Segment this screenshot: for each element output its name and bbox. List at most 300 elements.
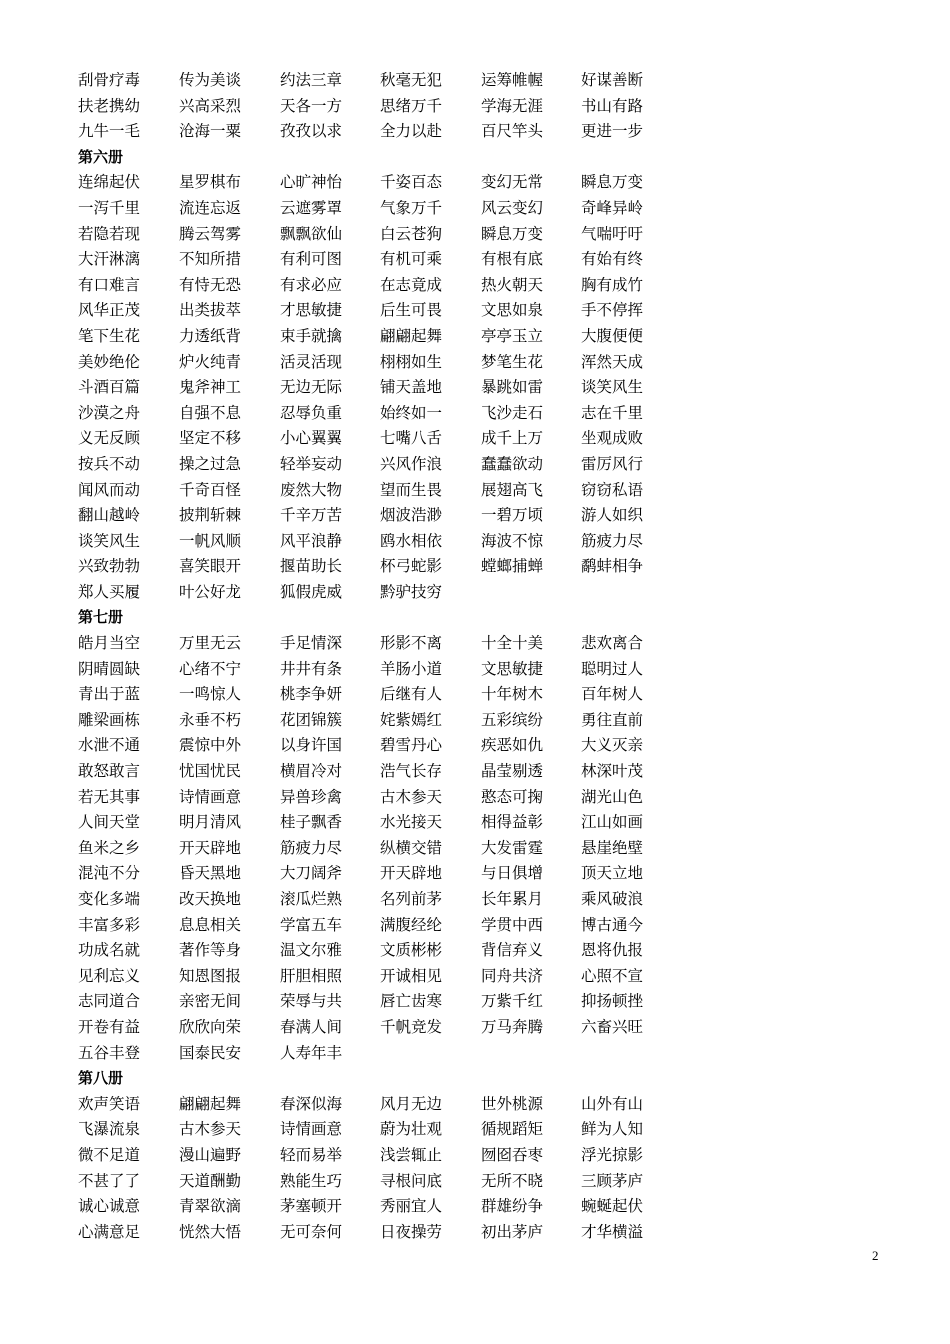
idiom-word: 见利忘义 [78,966,141,985]
idiom-word: 青出于蓝 [78,685,141,704]
idiom-word: 春深似海 [280,1094,343,1113]
idiom-word: 郑人买履 [78,582,141,601]
idiom-row [78,94,778,120]
idiom-word: 一帆风顺 [179,531,242,550]
idiom-word: 全力以赴 [380,122,443,141]
idiom-word: 万紫千红 [481,992,544,1011]
idiom-word: 轻举妄动 [280,454,343,473]
idiom-word: 风华正茂 [78,301,141,320]
idiom-word: 风云变幻 [481,198,544,217]
idiom-word: 风平浪静 [280,531,343,550]
idiom-word: 开天辟地 [179,838,242,857]
idiom-word: 无所不晓 [481,1171,544,1190]
idiom-word: 运筹帷幄 [481,71,544,89]
idiom-word: 三顾茅庐 [581,1171,644,1190]
idiom-word: 功成名就 [78,941,141,960]
idiom-word: 兴风作浪 [380,454,443,473]
idiom-word: 栩栩如生 [380,352,443,371]
idiom-word: 喜笑眼开 [179,557,242,576]
idiom-word: 混沌不分 [78,864,141,883]
idiom-word: 变幻无常 [481,173,544,192]
idiom-word: 鲜为人知 [581,1120,644,1139]
idiom-word: 井井有条 [280,659,343,678]
idiom-word: 有根有底 [481,250,544,269]
idiom-word: 大腹便便 [581,326,644,345]
idiom-word: 满腹经纶 [380,915,443,934]
idiom-word: 悬崖绝壁 [581,838,644,857]
idiom-row [78,119,778,145]
idiom-row [78,913,778,939]
idiom-word: 万马奔腾 [481,1017,544,1036]
section-heading-text: 第六册 [78,147,124,166]
idiom-word: 诗情画意 [280,1120,343,1139]
idiom-word: 蔚为壮观 [380,1120,443,1139]
idiom-word: 望而生畏 [380,480,443,499]
idiom-word: 展翅高飞 [481,480,544,499]
idiom-word: 天各一方 [280,96,343,115]
idiom-word: 丰富多彩 [78,915,141,934]
idiom-word: 翻山越岭 [78,506,141,525]
idiom-row [78,708,778,734]
idiom-word: 变化多端 [78,890,141,908]
idiom-word: 七嘴八舌 [380,429,443,448]
idiom-word: 腾云驾雾 [179,224,242,243]
idiom-word: 林深叶茂 [581,762,644,781]
idiom-word: 鱼米之乡 [78,838,141,857]
idiom-word: 日夜操劳 [380,1222,443,1241]
idiom-row [78,529,778,555]
idiom-row [78,861,778,887]
idiom-row [78,785,778,811]
idiom-row [78,1092,778,1118]
idiom-word: 瞬息万变 [481,224,544,243]
idiom-word: 铺天盖地 [380,378,443,397]
idiom-word: 熟能生巧 [280,1171,343,1190]
idiom-word: 学贯中西 [481,915,544,934]
idiom-word: 若无其事 [78,787,141,806]
idiom-word: 热火朝天 [481,275,544,294]
idiom-word: 五彩缤纷 [481,710,544,729]
idiom-word: 浅尝辄止 [380,1145,443,1164]
idiom-word: 温文尔雅 [280,941,343,960]
idiom-row [78,938,778,964]
idiom-word: 学富五车 [280,915,343,934]
idiom-row [78,222,778,248]
idiom-word: 海波不惊 [481,531,544,550]
page-number: 2 [872,1248,879,1263]
idiom-word: 有口难言 [78,275,141,294]
idiom-word: 忍辱负重 [280,403,343,422]
idiom-word: 以身许国 [280,736,343,755]
idiom-word: 水光接天 [380,813,443,832]
idiom-word: 憨态可掬 [481,787,544,806]
idiom-word: 手不停挥 [581,301,644,320]
idiom-word: 狐假虎威 [280,582,343,601]
idiom-word: 胸有成竹 [581,275,644,294]
idiom-word: 初出茅庐 [481,1222,544,1241]
idiom-word: 大刀阔斧 [280,864,343,883]
idiom-word: 气象万千 [380,198,443,217]
idiom-row [78,1041,778,1067]
idiom-row [78,682,778,708]
section-heading-text: 第七册 [78,608,124,627]
idiom-word: 震惊中外 [179,736,242,755]
idiom-word: 浩气长存 [380,762,443,781]
idiom-word: 烟波浩渺 [380,506,443,525]
idiom-word: 忧国忧民 [179,762,242,781]
idiom-word: 大义灭亲 [581,736,644,755]
idiom-row [78,503,778,529]
idiom-row [78,401,778,427]
idiom-word: 抑扬顿挫 [581,992,644,1011]
idiom-word: 心旷神怡 [280,173,343,192]
idiom-word: 披荆斩棘 [179,506,242,525]
idiom-word: 鸥水相依 [380,531,443,550]
section-heading [78,1066,778,1092]
idiom-word: 炉火纯青 [179,352,242,371]
idiom-word: 心照不宣 [581,966,644,985]
idiom-row [78,887,778,913]
idiom-word: 著作等身 [179,941,242,960]
idiom-word: 明月清风 [179,813,242,832]
idiom-row [78,733,778,759]
idiom-word: 秀丽宜人 [380,1197,443,1216]
idiom-row [78,1194,778,1220]
idiom-word: 九牛一毛 [78,122,141,141]
idiom-word: 不甚了了 [78,1171,141,1190]
idiom-word: 国泰民安 [179,1043,242,1062]
idiom-word: 无边无际 [280,378,343,397]
idiom-row [78,1220,778,1246]
idiom-word: 亭亭玉立 [481,326,544,345]
idiom-word: 飞瀑流泉 [78,1120,141,1139]
idiom-row [78,631,778,657]
idiom-word: 千帆竞发 [380,1017,443,1036]
idiom-word: 在志竟成 [380,275,443,294]
idiom-word: 人寿年丰 [280,1043,343,1062]
idiom-word: 蜿蜒起伏 [581,1197,644,1216]
idiom-row [78,298,778,324]
idiom-word: 知恩图报 [179,966,242,985]
idiom-word: 废然大物 [280,480,343,499]
idiom-word: 螳螂捕蝉 [481,557,544,576]
idiom-word: 鹬蚌相争 [581,557,644,576]
idiom-word: 坐观成败 [581,429,644,448]
idiom-word: 形影不离 [380,634,443,653]
idiom-word: 奇峰异岭 [581,198,644,217]
idiom-word: 同舟共济 [481,966,544,985]
idiom-word: 相得益彰 [481,813,544,832]
idiom-word: 小心翼翼 [280,429,343,448]
idiom-word: 长年累月 [481,890,544,908]
idiom-word: 揠苗助长 [280,557,343,576]
idiom-word: 风月无边 [380,1094,443,1113]
idiom-word: 阴晴圆缺 [78,659,141,678]
idiom-word: 滚瓜烂熟 [280,890,343,908]
idiom-word: 纵横交错 [380,838,443,857]
idiom-word: 唇亡齿寒 [380,992,443,1011]
idiom-word: 循规蹈矩 [481,1120,544,1139]
idiom-word: 诚心诚意 [78,1197,141,1216]
idiom-word: 寻根问底 [380,1171,443,1190]
idiom-word: 桃李争妍 [280,685,343,704]
idiom-word: 江山如画 [581,813,644,832]
idiom-word: 谈笑风生 [78,531,141,550]
idiom-row [78,170,778,196]
idiom-word: 水泄不通 [78,736,141,755]
idiom-word: 气喘吁吁 [581,224,644,243]
idiom-word: 美妙绝伦 [78,352,141,371]
idiom-word: 暴跳如雷 [481,378,544,397]
idiom-row [78,964,778,990]
idiom-word: 出类拔萃 [179,301,242,320]
idiom-word: 若隐若现 [78,224,141,243]
idiom-word: 白云苍狗 [380,224,443,243]
idiom-word: 心绪不宁 [179,659,242,678]
idiom-word: 思绪万千 [380,96,443,115]
idiom-word: 皓月当空 [78,634,141,653]
idiom-word: 百年树人 [581,685,644,704]
idiom-word: 笔下生花 [78,326,141,345]
idiom-word: 一鸣惊人 [179,685,242,704]
idiom-word: 天道酬勤 [179,1171,242,1190]
idiom-word: 好谋善断 [581,71,644,89]
idiom-word: 按兵不动 [78,454,141,473]
idiom-word: 古木参天 [380,787,443,806]
idiom-word: 聪明过人 [581,659,644,678]
idiom-word: 瞬息万变 [581,173,644,192]
idiom-word: 兴高采烈 [179,96,242,115]
idiom-word: 十全十美 [481,634,544,653]
idiom-word: 志同道合 [78,992,141,1011]
idiom-word: 成千上万 [481,429,544,448]
idiom-word: 闻风而动 [78,480,141,499]
idiom-word: 始终如一 [380,403,443,422]
idiom-row [78,810,778,836]
idiom-word: 书山有路 [581,96,644,115]
idiom-word: 梦笔生花 [481,352,544,371]
idiom-list [78,68,778,1245]
idiom-word: 桂子飘香 [280,813,343,832]
idiom-row [78,554,778,580]
idiom-word: 微不足道 [78,1145,141,1164]
idiom-word: 志在千里 [581,403,644,422]
idiom-word: 有机可乘 [380,250,443,269]
idiom-word: 无可奈何 [280,1222,343,1241]
idiom-row [78,1015,778,1041]
idiom-word: 黔驴技穷 [380,582,443,601]
idiom-word: 山外有山 [581,1094,644,1113]
idiom-word: 恩将仇报 [581,941,644,960]
idiom-word: 束手就擒 [280,326,343,345]
idiom-word: 才思敏捷 [280,301,343,320]
idiom-word: 刮骨疗毒 [78,71,141,89]
idiom-word: 手足情深 [280,634,343,653]
idiom-row [78,452,778,478]
idiom-word: 勇往直前 [581,710,644,729]
idiom-word: 一碧万顷 [481,506,544,525]
idiom-word: 古木参天 [179,1120,242,1139]
idiom-row [78,657,778,683]
idiom-word: 六畜兴旺 [581,1017,644,1036]
idiom-row [78,759,778,785]
idiom-word: 星罗棋布 [179,173,242,192]
idiom-word: 有恃无恐 [179,275,242,294]
idiom-word: 欢声笑语 [78,1094,141,1113]
idiom-word: 青翠欲滴 [179,1197,242,1216]
idiom-word: 学海无涯 [481,96,544,115]
idiom-word: 博古通今 [581,915,644,934]
idiom-word: 义无反顾 [78,429,141,448]
idiom-word: 息息相关 [179,915,242,934]
idiom-word: 顶天立地 [581,864,644,883]
idiom-word: 雕梁画栋 [78,710,141,729]
idiom-row [78,273,778,299]
idiom-word: 横眉冷对 [280,762,343,781]
idiom-word: 敢怒敢言 [78,762,141,781]
idiom-word: 筋疲力尽 [280,838,343,857]
idiom-word: 亲密无间 [179,992,242,1011]
idiom-word: 花团锦簇 [280,710,343,729]
idiom-word: 浮光掠影 [581,1145,644,1164]
idiom-word: 永垂不朽 [179,710,242,729]
idiom-row [78,324,778,350]
idiom-word: 千奇百怪 [179,480,242,499]
idiom-word: 连绵起伏 [78,173,141,192]
idiom-row [78,989,778,1015]
idiom-word: 疾恶如仇 [481,736,544,755]
idiom-word: 蠢蠢欲动 [481,454,544,473]
idiom-word: 有求必应 [280,275,343,294]
idiom-word: 才华横溢 [581,1222,644,1241]
idiom-word: 心满意足 [78,1222,141,1241]
idiom-word: 斗酒百篇 [78,378,141,397]
idiom-word: 万里无云 [179,634,242,653]
idiom-word: 操之过急 [179,454,242,473]
idiom-word: 翩翩起舞 [380,326,443,345]
idiom-word: 自强不息 [179,403,242,422]
idiom-row [78,1169,778,1195]
idiom-word: 轻而易举 [280,1145,343,1164]
idiom-word: 昏天黑地 [179,864,242,883]
idiom-row [78,1117,778,1143]
idiom-word: 沙漠之舟 [78,403,141,422]
section-heading [78,145,778,171]
idiom-word: 欣欣向荣 [179,1017,242,1036]
idiom-word: 有利可图 [280,250,343,269]
idiom-row [78,426,778,452]
idiom-word: 翩翩起舞 [179,1094,242,1113]
idiom-row [78,196,778,222]
idiom-word: 兴致勃勃 [78,557,141,576]
idiom-word: 不知所措 [179,250,242,269]
idiom-word: 流连忘返 [179,198,242,217]
idiom-word: 扶老携幼 [78,96,141,115]
idiom-word: 荣辱与共 [280,992,343,1011]
idiom-word: 有始有终 [581,250,644,269]
idiom-word: 后生可畏 [380,301,443,320]
idiom-row [78,247,778,273]
idiom-word: 窃窃私语 [581,480,644,499]
idiom-word: 群雄纷争 [481,1197,544,1216]
idiom-word: 晶莹剔透 [481,762,544,781]
idiom-word: 约法三章 [280,71,343,89]
idiom-word: 开卷有益 [78,1017,141,1036]
idiom-word: 文思如泉 [481,301,544,320]
idiom-word: 雷厉风行 [581,454,644,473]
idiom-word: 千姿百态 [380,173,443,192]
idiom-row [78,580,778,606]
idiom-word: 筋疲力尽 [581,531,644,550]
idiom-word: 秋毫无犯 [380,71,443,89]
idiom-word: 悲欢离合 [581,634,644,653]
idiom-word: 百尺竿头 [481,122,544,141]
idiom-word: 一泻千里 [78,198,141,217]
idiom-word: 春满人间 [280,1017,343,1036]
idiom-word: 孜孜以求 [280,122,343,141]
idiom-row [78,1143,778,1169]
idiom-word: 肝胆相照 [280,966,343,985]
section-heading [78,605,778,631]
idiom-row [78,350,778,376]
idiom-word: 开诚相见 [380,966,443,985]
idiom-word: 飘飘欲仙 [280,224,343,243]
idiom-word: 漫山遍野 [179,1145,242,1164]
idiom-row [78,68,778,94]
idiom-word: 飞沙走石 [481,403,544,422]
idiom-row [78,836,778,862]
idiom-word: 背信弃义 [481,941,544,960]
idiom-word: 大发雷霆 [481,838,544,857]
idiom-word: 开天辟地 [380,864,443,883]
idiom-word: 名列前茅 [380,890,443,908]
idiom-word: 坚定不移 [179,429,242,448]
idiom-word: 茅塞顿开 [280,1197,343,1216]
idiom-word: 文质彬彬 [380,941,443,960]
idiom-word: 与日俱增 [481,864,544,883]
idiom-word: 诗情画意 [179,787,242,806]
idiom-word: 恍然大悟 [179,1222,242,1241]
idiom-word: 杯弓蛇影 [380,557,443,576]
idiom-word: 湖光山色 [581,787,644,806]
idiom-word: 人间天堂 [78,813,141,832]
idiom-word: 谈笑风生 [581,378,644,397]
idiom-word: 文思敏捷 [481,659,544,678]
idiom-word: 浑然天成 [581,352,644,371]
idiom-word: 千辛万苦 [280,506,343,525]
idiom-word: 世外桃源 [481,1094,544,1113]
idiom-word: 囫囵吞枣 [481,1145,544,1164]
idiom-word: 乘风破浪 [581,890,644,908]
idiom-word: 游人如织 [581,506,644,525]
idiom-word: 改天换地 [179,890,242,908]
idiom-word: 异兽珍禽 [280,787,343,806]
idiom-word: 传为美谈 [179,71,242,89]
idiom-word: 后继有人 [380,685,443,704]
idiom-word: 更进一步 [581,122,644,141]
idiom-word: 云遮雾罩 [280,198,343,217]
idiom-row [78,478,778,504]
section-heading-text: 第八册 [78,1069,124,1088]
idiom-word: 活灵活现 [280,352,343,371]
idiom-word: 碧雪丹心 [380,736,443,755]
idiom-word: 大汗淋漓 [78,250,141,269]
idiom-word: 沧海一粟 [179,122,242,141]
idiom-word: 叶公好龙 [179,582,242,601]
idiom-word: 五谷丰登 [78,1043,141,1062]
idiom-word: 十年树木 [481,685,544,704]
idiom-word: 力透纸背 [179,326,242,345]
